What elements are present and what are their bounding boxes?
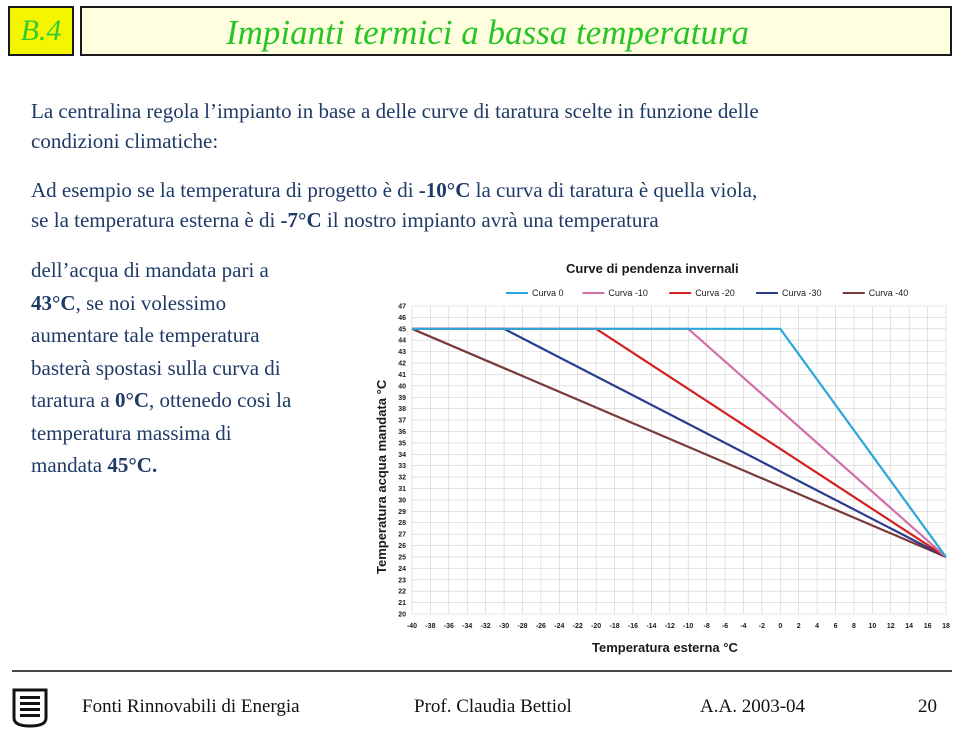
text-span: mandata bbox=[31, 453, 108, 477]
design-temp: -10°C bbox=[418, 178, 471, 202]
intro-line-1: La centralina regola l’impianto in base a delle curve di taratura scelte in funzione delle bbox=[31, 99, 759, 123]
max-temp: 45°C. bbox=[107, 453, 158, 477]
legend-label: Curva -40 bbox=[868, 288, 909, 298]
example-paragraph bbox=[31, 175, 757, 235]
y-tick-label: 30 bbox=[398, 497, 406, 505]
x-tick-label: -6 bbox=[721, 623, 729, 630]
x-tick-label: -2 bbox=[758, 623, 765, 630]
y-tick-label: 45 bbox=[398, 326, 406, 334]
text-span: la curva di taratura è quella viola, bbox=[470, 178, 758, 202]
text-span: , se noi volessimo bbox=[75, 290, 227, 315]
text-span: taratura a bbox=[31, 388, 115, 412]
y-tick-label: 31 bbox=[398, 486, 406, 494]
x-tick-label: -38 bbox=[425, 623, 436, 630]
legend-label: Curva 0 bbox=[532, 288, 564, 298]
x-tick-label: -26 bbox=[535, 623, 546, 630]
x-tick-label: -10 bbox=[683, 623, 694, 630]
y-tick-label: 28 bbox=[398, 520, 406, 528]
section-code: B.4 bbox=[8, 6, 74, 56]
x-tick-label: 2 bbox=[796, 623, 801, 630]
y-axis-label: Temperatura acqua mandata °C bbox=[374, 379, 389, 574]
x-tick-label: 8 bbox=[851, 623, 856, 630]
y-tick-label: 39 bbox=[398, 394, 406, 402]
x-tick-label: -34 bbox=[462, 623, 473, 630]
text-span: Ad esempio se la temperatura di progetto è di bbox=[31, 178, 419, 202]
legend-label: Curva -10 bbox=[608, 288, 648, 298]
y-tick-label: 24 bbox=[398, 565, 406, 573]
y-tick-label: 46 bbox=[398, 314, 406, 322]
slide-title: Impianti termici a bassa temperatura bbox=[226, 13, 750, 52]
y-tick-label: 26 bbox=[398, 543, 406, 551]
x-tick-label: -22 bbox=[572, 623, 583, 630]
x-tick-label: -30 bbox=[499, 623, 510, 630]
page-number: 20 bbox=[918, 696, 937, 717]
legend-label: Curva -20 bbox=[695, 288, 735, 298]
external-temp: -7°C bbox=[280, 208, 322, 232]
x-tick-label: -32 bbox=[480, 623, 491, 630]
explanation-line-6: temperatura massima di bbox=[31, 420, 232, 445]
x-tick-label: 16 bbox=[923, 623, 932, 630]
x-tick-label: 18 bbox=[942, 623, 950, 630]
supply-temp: 43°C bbox=[31, 290, 76, 315]
text-span: , ottenedo cosi la bbox=[149, 388, 292, 412]
footer-course: Fonti Rinnovabili di Energia bbox=[82, 696, 300, 717]
chart-title: Curve di pendenza invernali bbox=[566, 261, 739, 276]
y-tick-label: 40 bbox=[398, 383, 406, 391]
explanation-line-3: aumentare tale temperatura bbox=[31, 323, 260, 347]
x-tick-label: 14 bbox=[905, 623, 914, 630]
y-tick-label: 27 bbox=[398, 531, 406, 539]
x-tick-label: 12 bbox=[886, 623, 895, 630]
y-tick-labels bbox=[398, 304, 406, 619]
y-tick-label: 36 bbox=[398, 428, 406, 436]
y-tick-label: 35 bbox=[398, 440, 406, 448]
x-tick-label: -12 bbox=[664, 623, 675, 630]
explanation-line-1: dell’acqua di mandata pari a bbox=[31, 258, 269, 282]
footer-professor: Prof. Claudia Bettiol bbox=[414, 696, 572, 717]
footer-divider bbox=[12, 670, 952, 672]
x-tick-label: -28 bbox=[517, 623, 528, 630]
chart-legend bbox=[506, 288, 908, 298]
x-tick-label: 10 bbox=[868, 623, 877, 630]
x-tick-label: -24 bbox=[554, 623, 565, 630]
curve-value: 0°C bbox=[114, 388, 150, 412]
text-span: il nostro impianto avrà una temperatura bbox=[321, 208, 659, 232]
heating-curves-chart bbox=[366, 256, 956, 662]
x-tick-label: -40 bbox=[406, 623, 418, 630]
x-tick-label: 6 bbox=[833, 623, 838, 630]
y-tick-label: 32 bbox=[398, 474, 406, 482]
y-tick-label: 47 bbox=[398, 303, 406, 311]
intro-paragraph bbox=[31, 96, 759, 156]
y-tick-label: 38 bbox=[398, 406, 406, 414]
example-line-2 bbox=[31, 205, 757, 235]
intro-line-2: condizioni climatiche: bbox=[31, 129, 219, 153]
explanation-line-5 bbox=[31, 384, 291, 417]
footer-year: A.A. 2003-04 bbox=[700, 696, 806, 717]
y-tick-label: 44 bbox=[398, 337, 406, 345]
x-tick-label: 4 bbox=[815, 623, 820, 630]
x-tick-label: -4 bbox=[740, 623, 747, 630]
x-tick-label: -20 bbox=[591, 623, 602, 630]
example-line-1 bbox=[31, 175, 757, 205]
y-tick-label: 29 bbox=[398, 508, 406, 516]
y-tick-label: 43 bbox=[398, 349, 406, 357]
text-span: se la temperatura esterna è di bbox=[31, 208, 281, 232]
x-tick-label: -36 bbox=[443, 623, 454, 630]
x-tick-label: 0 bbox=[778, 623, 783, 630]
explanation-line-4: basterà spostasi sulla curva di bbox=[31, 355, 281, 380]
y-tick-label: 22 bbox=[398, 588, 406, 596]
x-tick-label: -14 bbox=[646, 623, 657, 630]
university-logo-icon bbox=[11, 688, 49, 728]
x-tick-label: -16 bbox=[627, 623, 639, 630]
y-tick-label: 20 bbox=[398, 611, 406, 619]
explanation-line-7 bbox=[31, 449, 291, 482]
x-tick-labels bbox=[407, 623, 950, 630]
y-tick-label: 25 bbox=[398, 554, 406, 562]
y-tick-label: 42 bbox=[398, 360, 406, 368]
y-tick-label: 37 bbox=[398, 417, 406, 425]
x-tick-label: -18 bbox=[609, 623, 620, 630]
x-axis-label: Temperatura esterna °C bbox=[592, 640, 738, 655]
y-tick-label: 41 bbox=[398, 371, 406, 379]
x-tick-label: -8 bbox=[703, 623, 710, 630]
y-tick-label: 34 bbox=[398, 451, 406, 459]
y-tick-label: 21 bbox=[398, 600, 406, 608]
explanation-paragraph bbox=[31, 254, 291, 482]
legend-label: Curva -30 bbox=[782, 288, 822, 298]
explanation-line-2 bbox=[31, 287, 291, 320]
y-tick-label: 33 bbox=[398, 463, 406, 471]
y-tick-label: 23 bbox=[398, 577, 406, 585]
chart-grid bbox=[412, 306, 946, 614]
